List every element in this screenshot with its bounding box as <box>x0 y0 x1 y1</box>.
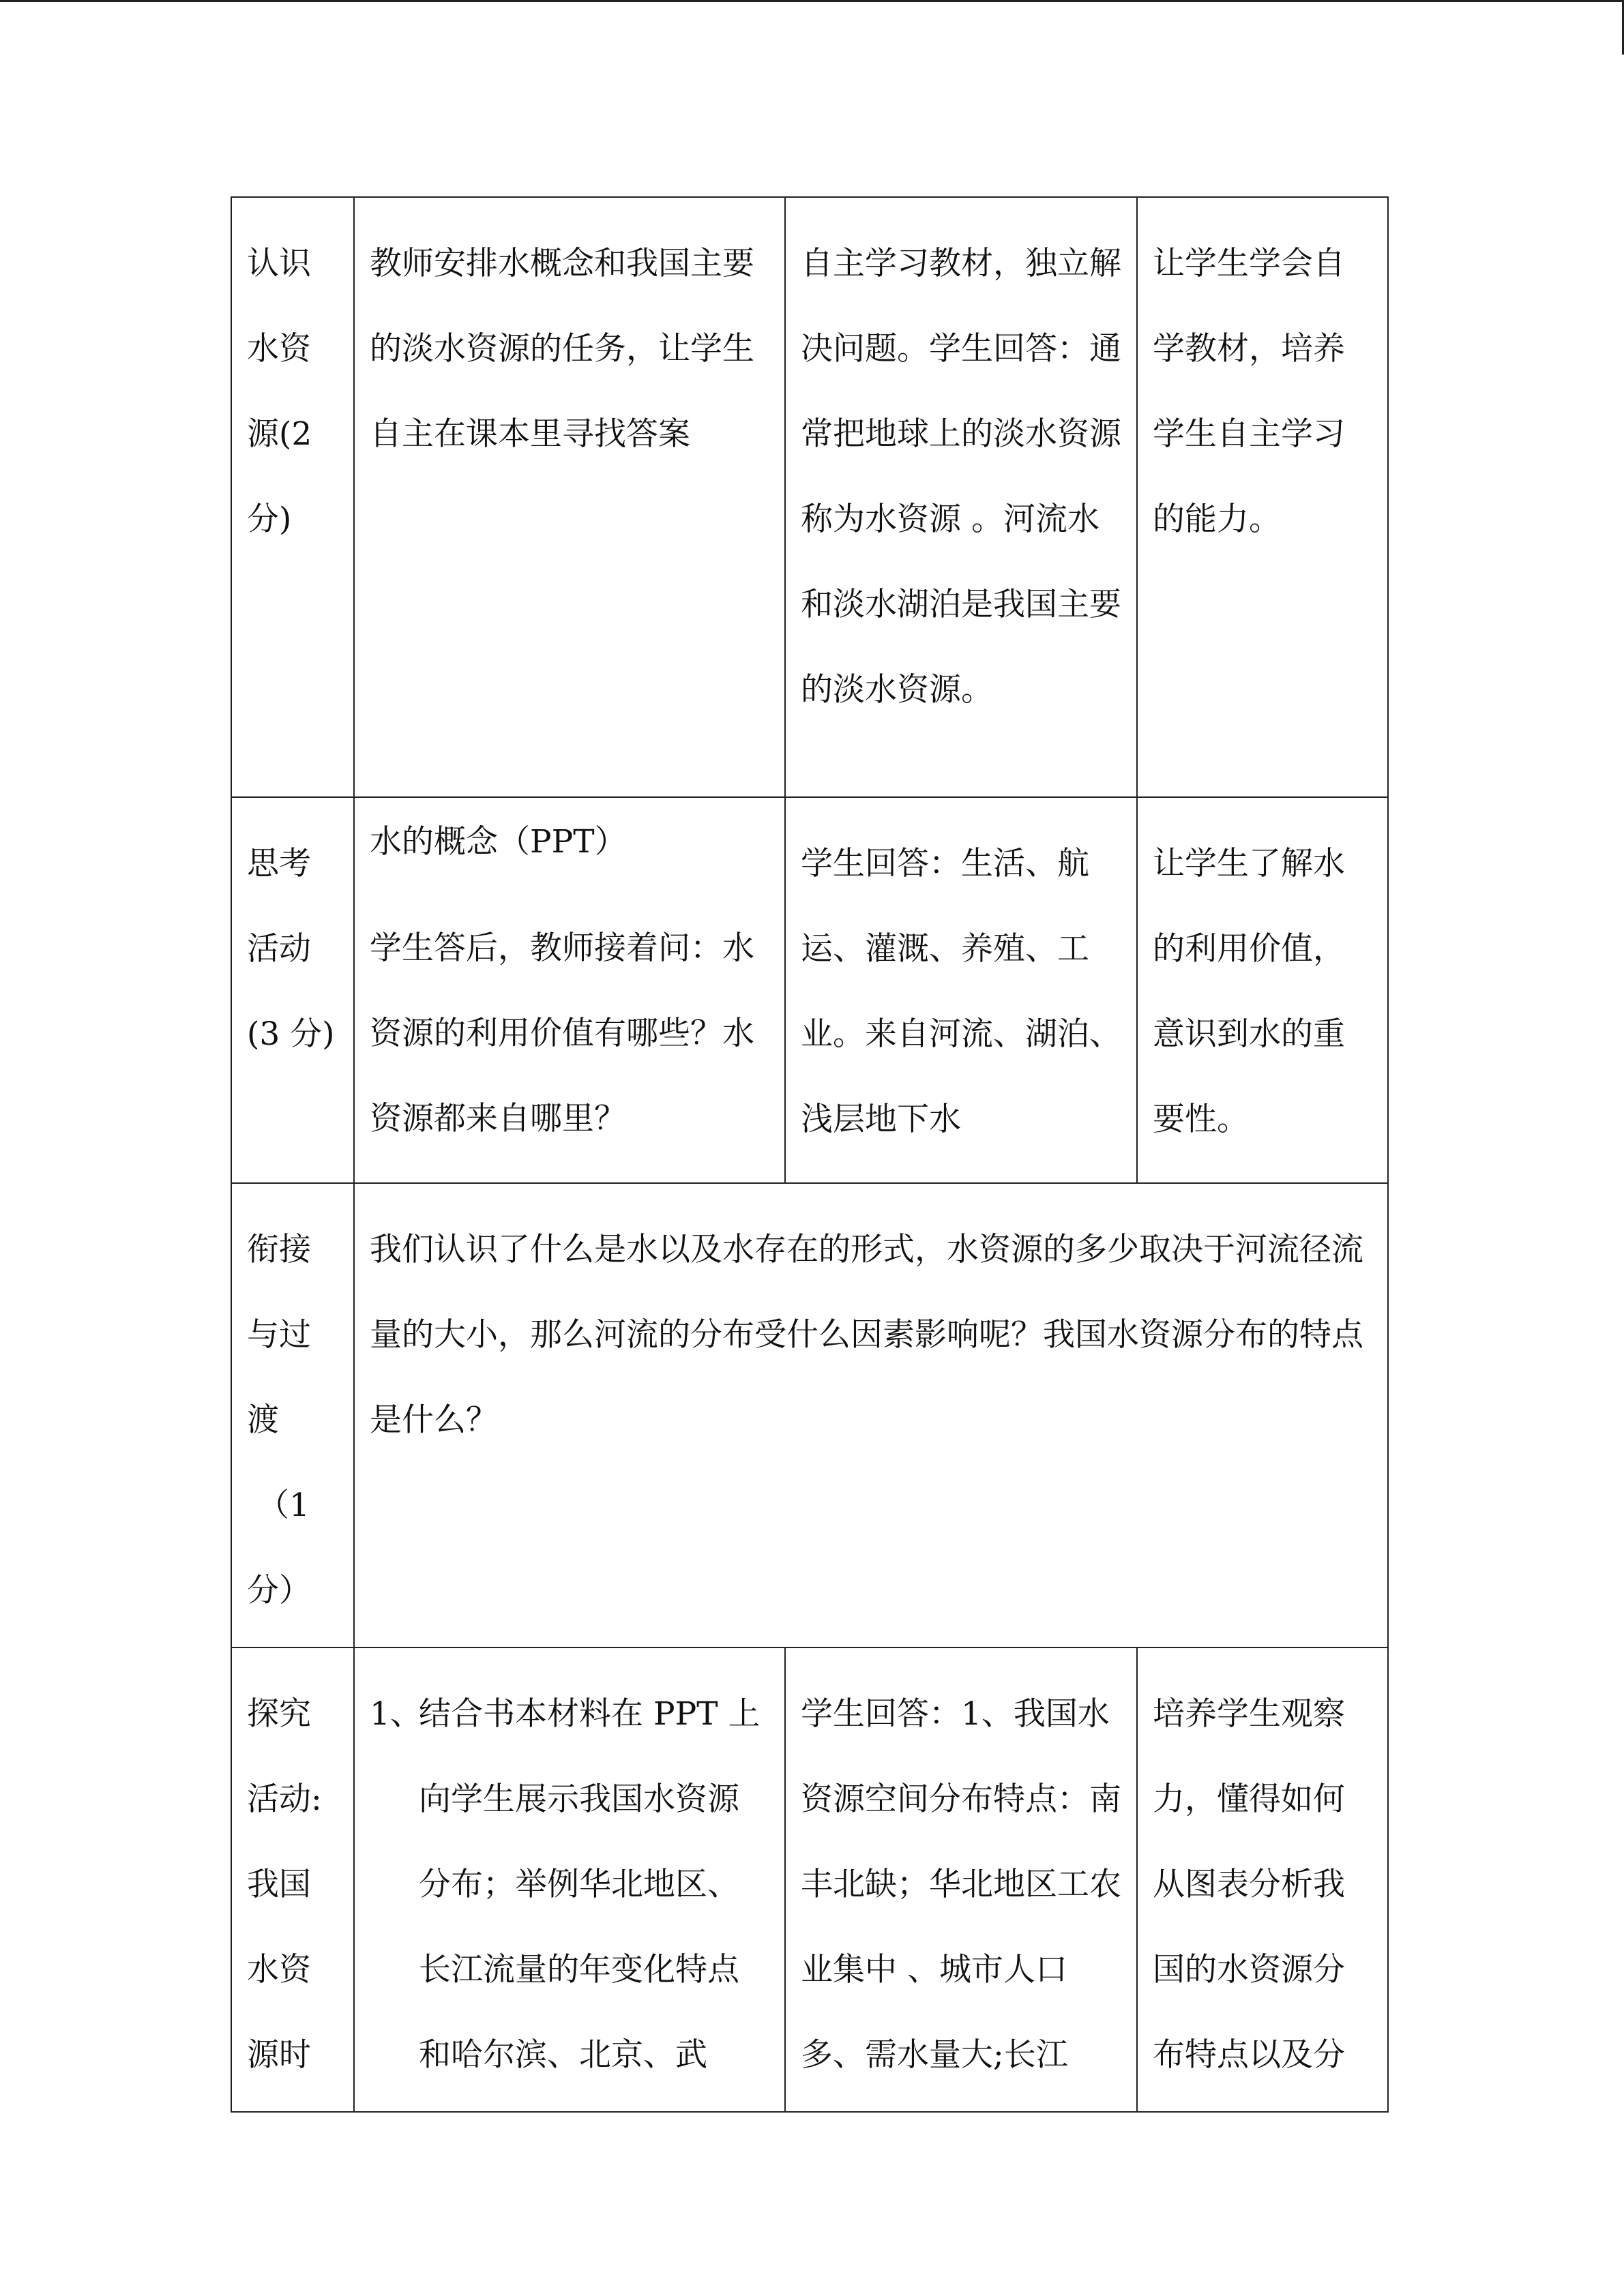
stage-label: 衔接 与过 渡 （1 分） <box>247 1231 311 1609</box>
stage-cell <box>231 197 354 797</box>
stage-label: 探究 活动: 我国 水资 源时 <box>247 1695 322 2074</box>
student-activity-text: 自主学习教材，独立解决问题。学生回答：通常把地球上的淡水资源称为水资源 。河流水和淡水湖泊是我国主要的淡水资源。 <box>801 245 1121 709</box>
teacher-activity-text: 结合书本材料在 PPT 上向学生展示我国水资源分布；举例华北地区、长江流量的年变化特点和哈尔滨、北京、武 <box>419 1695 761 2074</box>
design-intent-text: 让学生学会自学教材，培养学生自主学习的能力。 <box>1153 245 1345 538</box>
teacher-activity-text: 学生答后，教师接着问：水资源的利用价值有哪些？水资源都来自哪里？ <box>370 929 754 1137</box>
transition-content-cell <box>354 1183 1388 1648</box>
table-row <box>231 197 1388 797</box>
page-border-top <box>0 0 1624 2</box>
transition-text: 我们认识了什么是水以及水存在的形式，水资源的多少取决于河流径流量的大小，那么河流的分布受什么因素影响呢？我国水资源分布的特点是什么？ <box>370 1231 1363 1439</box>
stage-label: 思考 活动 (3 分) <box>247 845 335 1053</box>
table-row <box>231 1183 1388 1648</box>
student-activity-cell <box>785 797 1137 1183</box>
list-number: 1、 <box>370 1695 422 1733</box>
student-activity-cell <box>785 1648 1137 2112</box>
student-activity-text: 学生回答：1、我国水资源空间分布特点：南丰北缺；华北地区工农业集中 、城市人口多、需水量大;长江 <box>801 1695 1121 2074</box>
design-intent-text: 让学生了解水的利用价值，意识到水的重要性。 <box>1153 845 1345 1138</box>
teacher-activity-heading: 水的概念（PPT） <box>370 823 627 861</box>
lesson-plan-table <box>231 196 1389 2113</box>
design-intent-cell <box>1137 197 1388 797</box>
teacher-activity-cell <box>354 197 785 797</box>
teacher-activity-text: 教师安排水概念和我国主要的淡水资源的任务，让学生自主在课本里寻找答案 <box>370 245 754 453</box>
table-row <box>231 1648 1388 2112</box>
teacher-activity-cell <box>354 797 785 1183</box>
student-activity-text: 学生回答：生活、航运、灌溉、养殖、工业。来自河流、湖泊、浅层地下水 <box>801 845 1121 1138</box>
stage-cell <box>231 1648 354 2112</box>
stage-label: 认识 水资 源(2 分) <box>247 245 312 538</box>
stage-cell <box>231 1183 354 1648</box>
stage-cell <box>231 797 354 1183</box>
teacher-activity-list-item <box>370 1671 769 2098</box>
table-row <box>231 797 1388 1183</box>
teacher-activity-cell <box>354 1648 785 2112</box>
design-intent-cell <box>1137 797 1388 1183</box>
design-intent-cell <box>1137 1648 1388 2112</box>
design-intent-text: 培养学生观察力，懂得如何从图表分析我国的水资源分布特点以及分 <box>1153 1695 1345 2074</box>
student-activity-cell <box>785 197 1137 797</box>
